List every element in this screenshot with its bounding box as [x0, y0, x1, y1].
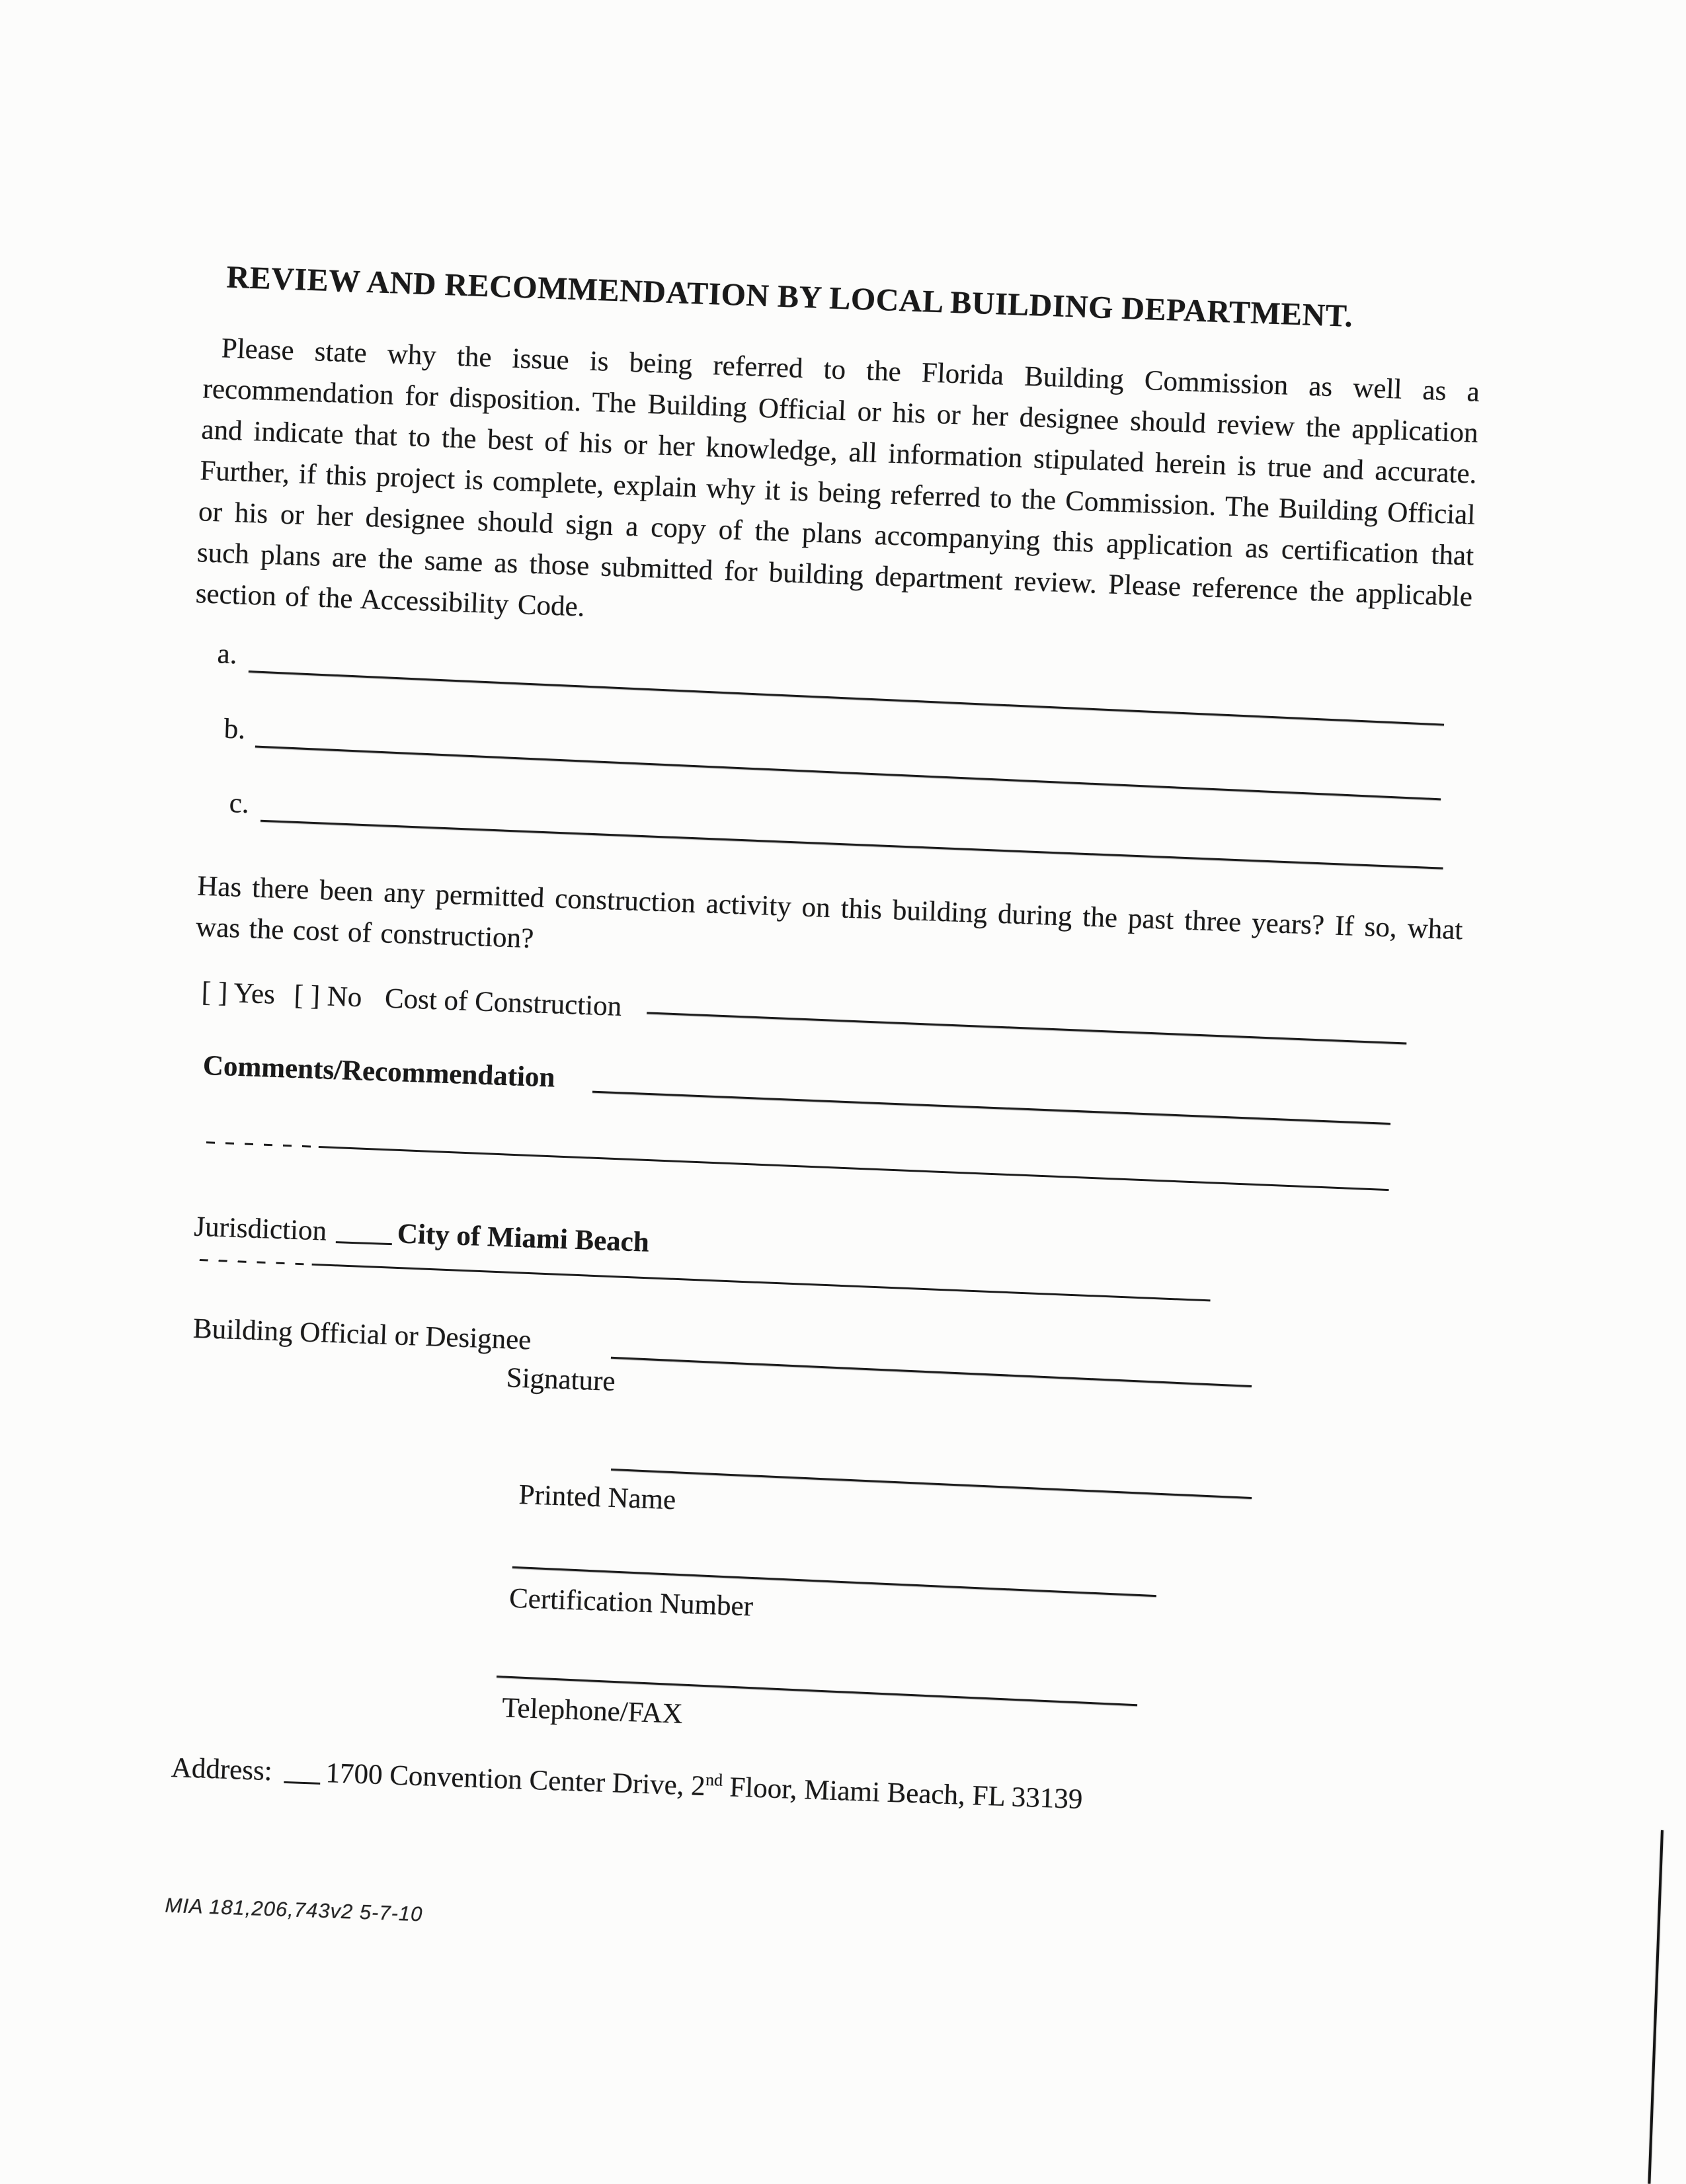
jurisdiction-fill-in-line	[200, 1259, 1211, 1301]
jurisdiction-label: Jurisdiction	[193, 1211, 327, 1247]
item-row-b	[223, 713, 1461, 789]
address-row	[171, 1752, 1083, 1816]
no-checkbox-label: [ ] No	[293, 979, 363, 1014]
document-content	[138, 251, 1507, 2015]
address-ordinal-superscript: nd	[705, 1769, 723, 1790]
item-label-b: b.	[223, 713, 246, 745]
fill-in-line-c	[261, 820, 1443, 870]
address-value	[325, 1757, 1083, 1816]
cost-of-construction-label: Cost of Construction	[384, 983, 623, 1023]
comments-fill-in-line	[592, 1091, 1390, 1125]
cost-fill-in-line	[647, 1012, 1406, 1044]
yes-checkbox-label: [ ] Yes	[201, 976, 276, 1010]
item-label-a: a.	[216, 638, 238, 670]
certification-number-label: Certification Number	[508, 1582, 754, 1623]
jurisdiction-blank-line	[335, 1241, 391, 1245]
document-title: REVIEW AND RECOMMENDATION BY LOCAL BUILDING DEPARTMENT.	[225, 259, 1354, 334]
intro-paragraph: Please state why the issue is being referred to the Florida Building Commission as well as a recommendation for disposition. The Building Official or his or her designee should review the application and indicate that to the best of his or her knowledge, all information stipulated herein is true and accurate. Further, if this project is complete, explain why it is being referred to the Commission. The Building Official or his or her designee should sign a copy of the plans accompanying this application as certification that such plans are the same as those submitted for building department review. Please reference the applicable section of the Accessibility Code.	[195, 333, 1480, 623]
printed-name-label: Printed Name	[518, 1479, 676, 1516]
fill-in-line-a	[249, 670, 1444, 726]
address-value-part1: 1700 Convention Center Drive, 2	[325, 1758, 706, 1802]
construction-question: Has there been any permitted construction activity on this building during the past three years? If so, what was the cost of construction?	[195, 870, 1464, 955]
printed-name-fill-in-line	[611, 1469, 1252, 1499]
item-row-c	[229, 787, 1459, 864]
jurisdiction-value: City of Miami Beach	[397, 1218, 650, 1258]
fill-in-line-b	[255, 745, 1441, 800]
address-blank-line	[284, 1781, 320, 1785]
jurisdiction-row	[194, 1211, 650, 1259]
telephone-fax-label: Telephone/FAX	[501, 1692, 684, 1730]
signature-label: Signature	[506, 1362, 616, 1398]
item-label-c: c.	[229, 788, 250, 820]
document-reference-number: MIA 181,206,743v2 5-7-10	[165, 1893, 423, 1926]
building-official-label: Building Official or Designee	[192, 1313, 532, 1356]
address-label: Address:	[171, 1752, 273, 1787]
scan-artifact-line	[1648, 1830, 1664, 2184]
cost-of-construction-row	[201, 976, 622, 1023]
comments-recommendation-label: Comments/Recommendation	[202, 1050, 556, 1094]
signature-fill-in-line	[611, 1357, 1252, 1387]
comments-fill-in-line-2	[206, 1141, 1389, 1191]
address-value-part2: Floor, Miami Beach, FL 33139	[721, 1771, 1084, 1816]
